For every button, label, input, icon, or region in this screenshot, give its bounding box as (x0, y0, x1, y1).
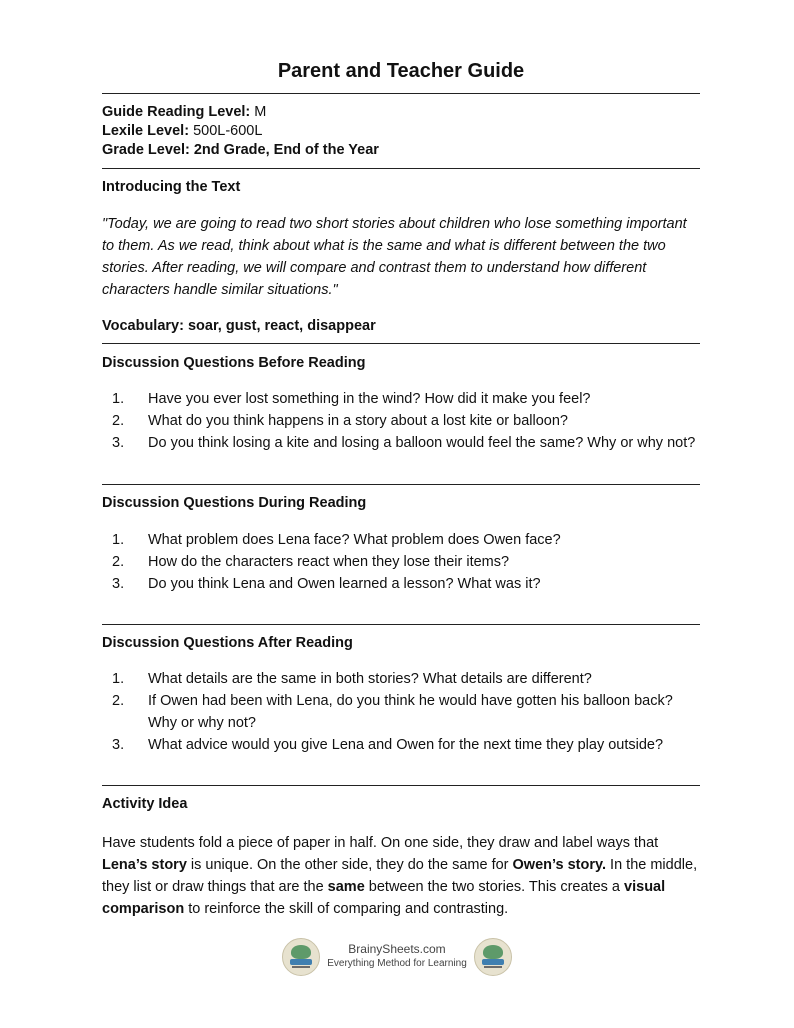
after-questions (102, 668, 700, 756)
level-info (102, 103, 700, 160)
footer (282, 938, 512, 978)
after-heading: Discussion Questions After Reading (102, 635, 353, 651)
guide-reading-level: Guide Reading Level: M (102, 104, 267, 120)
footer-site: BrainySheets.com (348, 942, 446, 956)
before-heading: Discussion Questions Before Reading (102, 355, 366, 371)
before-questions (102, 388, 700, 454)
vocabulary: Vocabulary: soar, gust, react, disappear (102, 318, 376, 334)
list-item: 3. Do you think losing a kite and losing a balloon would feel the same? Why or why not? (112, 435, 696, 451)
brainysheets-logo-icon (474, 938, 512, 976)
list-item: 1. What problem does Lena face? What problem does Owen face? (112, 532, 561, 548)
activity-heading: Activity Idea (102, 796, 188, 812)
list-item: 2. How do the characters react when they lose their items? (112, 554, 510, 570)
divider (102, 168, 700, 169)
brainysheets-logo-icon (282, 938, 320, 976)
list-item: 3. What advice would you give Lena and Owen for the next time they play outside? (112, 737, 664, 753)
introducing-heading: Introducing the Text (102, 179, 241, 195)
list-item: 1. Have you ever lost something in the wind? How did it make you feel? (112, 391, 591, 407)
footer-tagline: Everything Method for Learning (327, 958, 467, 969)
divider (102, 343, 700, 344)
during-questions (102, 529, 700, 595)
divider (102, 93, 700, 94)
divider (102, 785, 700, 786)
activity-text: Have students fold a piece of paper in half. On one side, they draw and label ways that Lena’s story is unique. On the other side, they do the same for Owen’s story. In the middle, they list or draw things that are the same between the two stories. This creates a visual comparison to reinforce the skill of comparing and contrasting. (102, 835, 698, 917)
introducing-text: "Today, we are going to read two short stories about children who lose something important to them. As we read, think about what is the same and what is different between the two stories. After reading, we will compare and contrast them to understand how different characters handle similar situations." (102, 216, 687, 298)
list-item: 3. Do you think Lena and Owen learned a lesson? What was it? (112, 576, 541, 592)
list-item: 2. What do you think happens in a story about a lost kite or balloon? (112, 413, 568, 429)
during-heading: Discussion Questions During Reading (102, 495, 367, 511)
page-title: Parent and Teacher Guide (277, 60, 525, 82)
divider (102, 484, 700, 485)
list-item: 1. What details are the same in both stories? What details are different? (112, 671, 592, 687)
divider (102, 624, 700, 625)
list-item: 2. If Owen had been with Lena, do you think he would have gotten his balloon back? Why or why not? (112, 693, 673, 731)
lexile-level: Lexile Level: 500L-600L (102, 123, 263, 139)
grade-level: Grade Level: 2nd Grade, End of the Year (102, 142, 379, 158)
